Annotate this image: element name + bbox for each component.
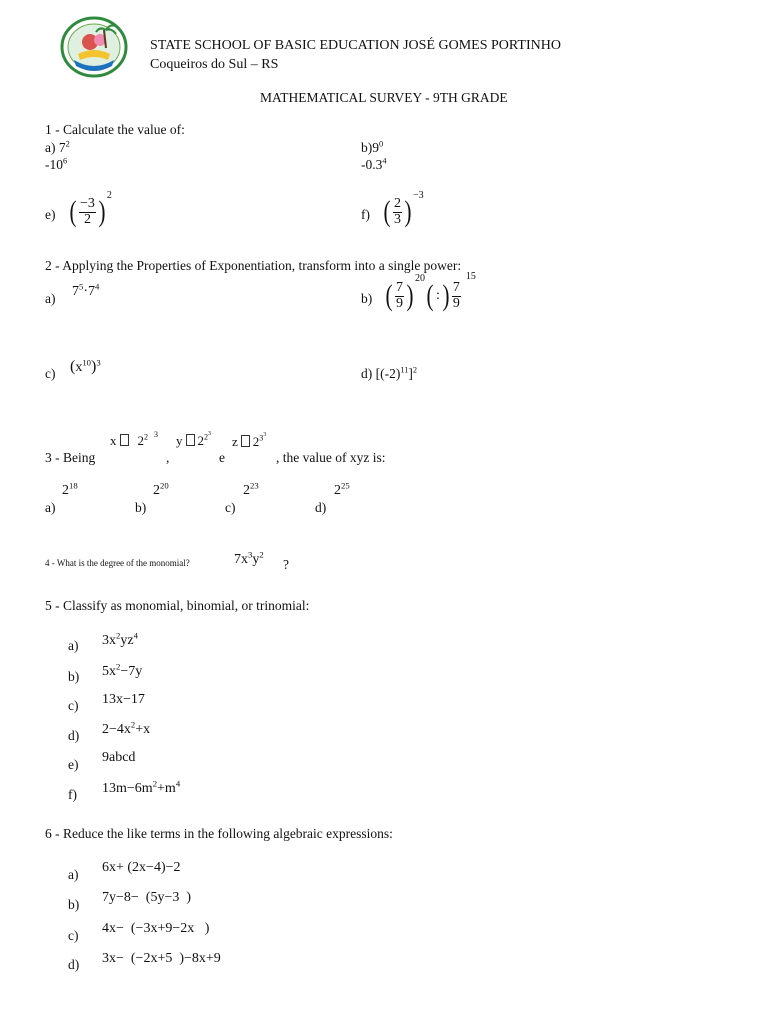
q6-item-b-label: b) <box>68 897 80 912</box>
q3-option-b-value <box>153 480 169 499</box>
q2-d-base: d) [(-2) <box>361 366 401 381</box>
q1-b <box>361 140 383 156</box>
q1-e-exp: 2 <box>106 190 112 201</box>
q2-b-exp2: 15 <box>465 271 476 282</box>
q5-b-part2: −7y <box>120 664 143 679</box>
q6-item-c-label: c) <box>68 928 79 943</box>
q1-b-base: b)9 <box>361 140 379 155</box>
q5-prompt: 5 - Classify as monomial, binomial, or trinomial: <box>45 598 310 613</box>
q1-d-exp: 4 <box>382 156 387 166</box>
missing-glyph-box <box>120 434 129 446</box>
q2-d-exp-out: 2 <box>412 365 418 375</box>
q3-y-var: y <box>176 433 183 448</box>
q3-option-d-value <box>334 480 350 499</box>
q3-y-def <box>176 431 211 449</box>
q3-z-var: z <box>232 434 238 449</box>
q3-option-c-base: 2 <box>243 483 250 498</box>
q2-b-den2: 9 <box>452 295 460 311</box>
q1-c <box>45 157 67 173</box>
q1-e-expr <box>68 192 112 232</box>
q5-item-c-expr: 13x−17 <box>102 692 145 707</box>
q2-a-base1: 7 <box>72 284 79 299</box>
q3-option-c-label: c) <box>225 500 236 515</box>
school-city: Coqueiros do Sul – RS <box>150 57 279 72</box>
q2-b-num1: 7 <box>396 279 403 295</box>
q2-prompt: 2 - Applying the Properties of Exponentiation, transform into a single power: <box>45 258 462 273</box>
q3-option-a-base: 2 <box>62 483 69 498</box>
q5-b-exp1: 2 <box>116 661 121 672</box>
right-paren: ) <box>91 358 97 375</box>
q2-a-expr <box>72 281 100 300</box>
school-logo <box>60 16 128 78</box>
q5-item-d-label: d) <box>68 728 80 743</box>
left-paren: ( <box>383 195 391 228</box>
q1-c-exp: 6 <box>63 156 68 166</box>
q6-prompt: 6 - Reduce the like terms in the following algebraic expressions: <box>45 826 393 841</box>
q2-a-dot: · <box>83 284 89 299</box>
q1-e-fraction <box>79 197 96 227</box>
q1-d-base: -0.3 <box>361 157 383 172</box>
q5-d-exp1: 2 <box>130 719 136 730</box>
q3-option-a-value <box>62 480 78 499</box>
q2-a-label: a) <box>45 291 56 306</box>
school-logo-emblem <box>60 16 128 78</box>
q1-d <box>361 157 387 173</box>
q2-b-fraction2 <box>452 281 461 311</box>
q3-option-c-value <box>243 480 259 499</box>
q4-monomial <box>234 549 264 568</box>
q3-z-e2: 3 <box>263 432 267 438</box>
q3-z-base: 2 <box>252 434 260 449</box>
left-paren: ( <box>70 358 76 375</box>
q2-b-expr <box>384 271 476 317</box>
q2-a-exp1: 5 <box>79 281 84 292</box>
q1-f-exp: −3 <box>413 190 424 201</box>
q2-b-fraction1 <box>395 281 404 311</box>
q5-f-exp1: 2 <box>152 778 158 789</box>
q2-d <box>361 366 417 382</box>
q5-item-e-expr: 9abcd <box>102 750 136 765</box>
q3-option-d-exp: 25 <box>341 480 350 491</box>
q3-prompt-end: , the value of xyz is: <box>276 450 386 465</box>
q3-x-e2: 3 <box>154 430 159 439</box>
q2-c-expr <box>70 358 101 376</box>
q6-item-a-expr: 6x+ (2x−4)−2 <box>102 860 181 875</box>
left-paren: ( <box>426 279 434 312</box>
page-title: MATHEMATICAL SURVEY - 9TH GRADE <box>260 90 508 105</box>
q3-z-def <box>232 432 266 450</box>
q3-x-base: 2 <box>137 433 144 448</box>
q2-b-den1: 9 <box>396 295 403 311</box>
q5-item-c-label: c) <box>68 698 79 713</box>
q4-prompt: 4 - What is the degree of the monomial? <box>45 558 190 568</box>
q1-a-exp: 2 <box>65 139 70 149</box>
q1-a-base: a) 7 <box>45 140 66 155</box>
q5-a-part2: yz <box>120 633 134 648</box>
q3-option-b-base: 2 <box>153 483 160 498</box>
q3-option-c-exp: 23 <box>250 480 259 491</box>
left-paren: ( <box>385 279 393 312</box>
q2-c-label: c) <box>45 366 56 381</box>
q2-b-exp1: 20 <box>415 273 425 284</box>
school-name: STATE SCHOOL OF BASIC EDUCATION JOSÉ GOMES PORTINHO <box>150 38 561 53</box>
q1-e-label: e) <box>45 207 56 222</box>
q5-item-a-label: a) <box>68 638 79 653</box>
q2-a-base2: 7 <box>88 284 96 299</box>
q6-item-d-label: d) <box>68 957 80 972</box>
q5-a-exp1: 2 <box>116 630 121 641</box>
q5-d-part1: 2−4x <box>102 722 131 737</box>
q5-item-f-label: f) <box>68 787 77 802</box>
q3-option-a-label: a) <box>45 500 56 515</box>
q4-exp2: 2 <box>259 549 264 560</box>
q2-c-base: x <box>75 360 83 375</box>
q3-option-d-base: 2 <box>334 483 341 498</box>
q6-item-d-expr: 3x− (−2x+5 )−8x+9 <box>102 951 221 966</box>
missing-glyph-box <box>186 434 195 446</box>
q4-exp1: 3 <box>248 549 253 560</box>
q2-b-num2: 7 <box>452 279 460 295</box>
q1-f-label: f) <box>361 207 370 222</box>
q2-c-exp-in: 10 <box>82 357 91 368</box>
q1-f-fraction <box>393 197 402 227</box>
right-paren: ) <box>442 279 450 312</box>
q2-d-exp-in: 11 <box>400 365 409 375</box>
q5-a-exp2: 4 <box>133 630 138 641</box>
q6-item-a-label: a) <box>68 867 79 882</box>
q5-f-part2: +m <box>157 781 176 796</box>
q1-f-num: 2 <box>394 195 401 211</box>
q3-prompt-start: 3 - Being <box>45 450 96 465</box>
q5-item-b-expr <box>102 661 143 680</box>
q4-var2: y <box>252 552 260 567</box>
q3-y-e2: 3 <box>208 431 212 437</box>
missing-glyph-box <box>241 435 250 447</box>
q1-e-num: −3 <box>80 195 95 211</box>
q3-option-b-exp: 20 <box>160 480 169 491</box>
q5-f-exp2: 4 <box>175 778 181 789</box>
q3-comma: , <box>166 450 170 465</box>
q3-and: e <box>219 450 225 465</box>
q4-question-mark: ? <box>283 557 289 572</box>
q4-coef: 7x <box>234 552 248 567</box>
q2-a-exp2: 4 <box>95 281 100 292</box>
q6-item-c-expr: 4x− (−3x+9−2x ) <box>102 921 210 936</box>
right-paren: ) <box>404 195 412 228</box>
q1-a <box>45 140 70 156</box>
q5-f-part1: 13m−6m <box>102 781 153 796</box>
q3-x-def <box>110 430 158 449</box>
q3-y-e1: 2 <box>204 432 209 442</box>
right-paren: ) <box>406 279 414 312</box>
q5-d-part2: +x <box>135 722 151 737</box>
q1-e-den: 2 <box>83 211 91 227</box>
q3-y-base: 2 <box>197 433 204 448</box>
q3-option-a-exp: 18 <box>69 480 78 491</box>
q3-z-e1: 3 <box>259 433 264 443</box>
q3-option-b-label: b) <box>135 500 147 515</box>
right-paren: ) <box>98 195 106 228</box>
q5-item-f-expr <box>102 778 181 797</box>
q3-option-d-label: d) <box>315 500 327 515</box>
q1-f-den: 3 <box>394 211 401 227</box>
q1-b-exp: 0 <box>379 139 384 149</box>
q5-item-d-expr <box>102 719 151 738</box>
q5-item-e-label: e) <box>68 757 79 772</box>
q2-c-exp-out: 3 <box>96 357 101 368</box>
q1-f-expr <box>382 192 424 232</box>
q1-prompt: 1 - Calculate the value of: <box>45 122 185 137</box>
q2-b-label: b) <box>361 291 373 306</box>
left-paren: ( <box>69 195 77 228</box>
q2-d-bracket: ] <box>408 366 413 381</box>
q5-item-b-label: b) <box>68 669 80 684</box>
q2-b-colon: : <box>436 288 440 303</box>
q1-c-base: -10 <box>45 157 63 172</box>
q5-a-part1: 3x <box>102 633 116 648</box>
q3-x-e1: 2 <box>144 432 149 442</box>
q3-x-var: x <box>110 433 117 448</box>
q5-item-a-expr <box>102 630 138 649</box>
q5-b-part1: 5x <box>102 664 116 679</box>
q6-item-b-expr: 7y−8− (5y−3 ) <box>102 890 192 905</box>
